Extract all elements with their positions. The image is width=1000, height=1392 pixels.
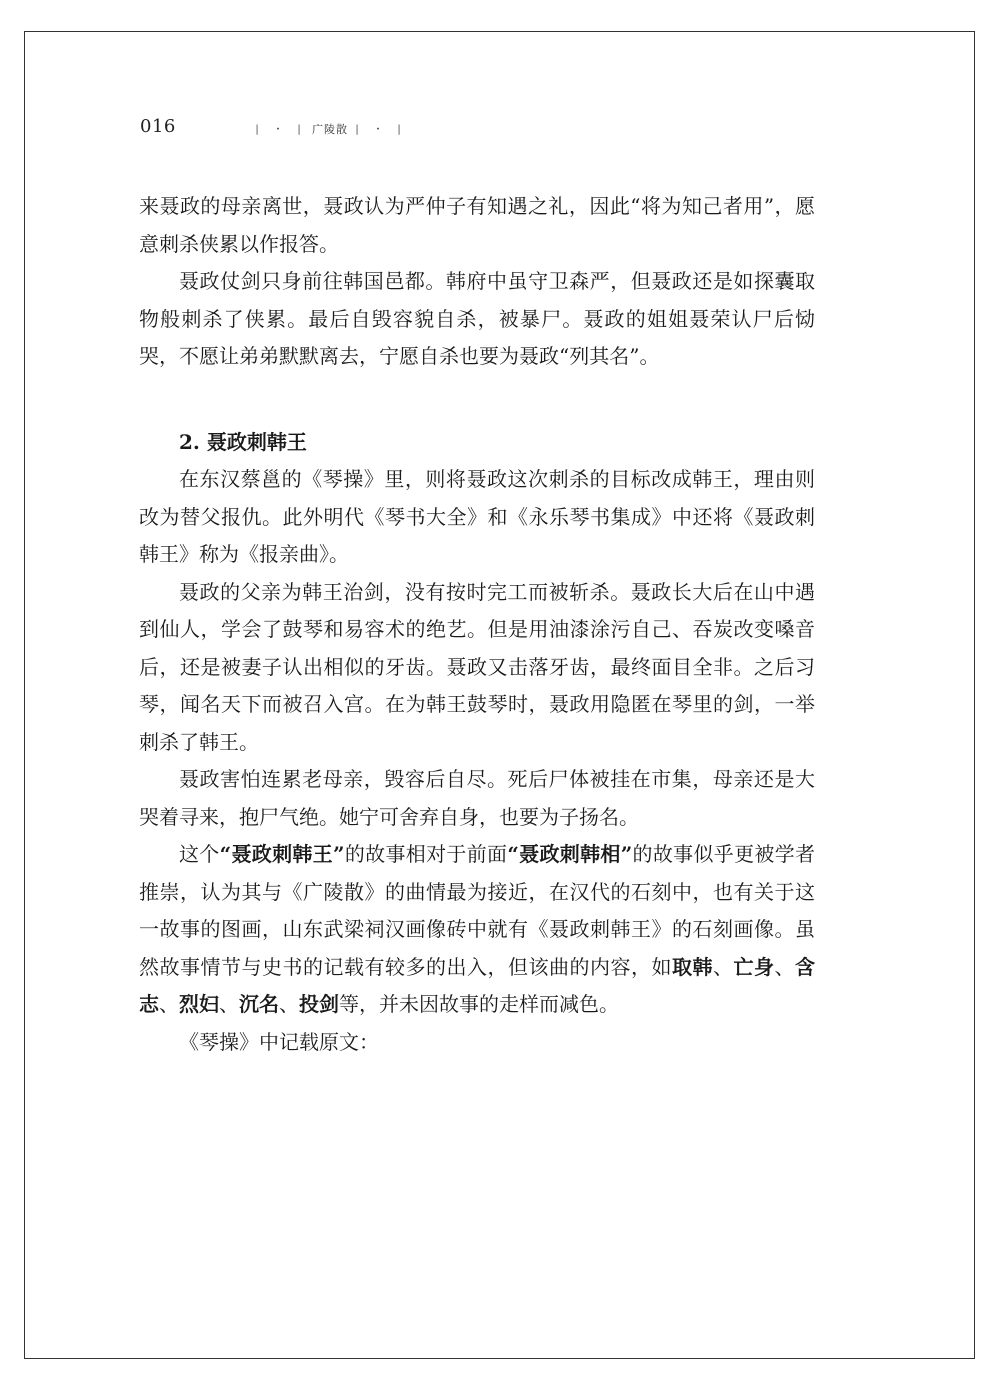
running-title: 广陵散	[312, 123, 348, 136]
p6-sep-2: 、	[774, 954, 795, 979]
p6-text-3: 的故事似乎更被学者推崇，认为其与《广陵散》的曲情最为接近，在汉代的石刻中，也有关于这一故事的图画，山东武梁祠汉画像砖中就有《聂政刺韩王》的石刻画像。虽然故事情节与史书的记载有较多的出入，但该曲的内容，如	[139, 842, 816, 979]
p6-bold-term-6: 投剑	[299, 992, 339, 1016]
section-heading: 2. 聂政刺韩王	[179, 429, 307, 454]
ornament-bar-inner-left: |	[297, 123, 301, 135]
ornament-dot-left: ·	[276, 123, 280, 135]
p6-bold-term-4: 烈妇	[179, 992, 219, 1016]
running-title-group	[250, 121, 406, 137]
p6-sep-5: 、	[279, 992, 299, 1016]
ornament-bar-left: |	[255, 123, 259, 135]
ornament-bar-right: |	[397, 123, 401, 135]
paragraph-5: 聂政害怕连累老母亲，毁容后自尽。死后尸体被挂在市集，母亲还是大哭着寻来，抱尸气绝。她宁可舍弃自身，也要为子扬名。	[139, 767, 815, 829]
paragraph-2: 聂政仗剑只身前往韩国邑都。韩府中虽守卫森严，但聂政还是如探囊取物般刺杀了侠累。最后自毁容貌自杀，被暴尸。聂政的姐姐聂荣认尸后恸哭，不愿让弟弟默默离去，宁愿自杀也要为聂政“列其名”。	[139, 269, 815, 368]
paragraph-7: 《琴操》中记载原文：	[179, 1029, 379, 1054]
p6-bold-term-3: 含志	[139, 954, 815, 1016]
ornament-dot-right: ·	[376, 123, 380, 135]
p6-text-2: 的故事相对于前面	[344, 842, 508, 866]
p6-bold-title-2: “聂政刺韩相”	[507, 842, 633, 866]
paragraph-6	[139, 836, 815, 1024]
p6-text-4: 等，并未因故事的走样而减色。	[339, 992, 619, 1016]
paragraph-1: 来聂政的母亲离世，聂政认为严仲子有知遇之礼，因此“将为知己者用”，愿意刺杀侠累以作报答。	[139, 194, 815, 256]
p6-sep-4: 、	[219, 992, 239, 1016]
p6-sep-1: 、	[713, 954, 734, 979]
p6-bold-term-2: 亡身	[733, 954, 775, 979]
p6-bold-title-1: “聂政刺韩王”	[219, 842, 345, 866]
p6-bold-term-5: 沉名	[239, 992, 279, 1016]
ornament-bar-inner-right: |	[355, 123, 359, 135]
paragraph-3: 在东汉蔡邕的《琴操》里，则将聂政这次刺杀的目标改成韩王，理由则改为替父报仇。此外明代《琴书大全》和《永乐琴书集成》中还将《聂政刺韩王》称为《报亲曲》。	[139, 467, 815, 566]
p6-sep-3: 、	[159, 992, 179, 1016]
body-text	[139, 188, 815, 1061]
running-header	[140, 116, 820, 140]
p6-bold-term-1: 取韩	[672, 954, 713, 979]
paragraph-4: 聂政的父亲为韩王治剑，没有按时完工而被斩杀。聂政长大后在山中遇到仙人，学会了鼓琴和易容术的绝艺。但是用油漆涂污自己、吞炭改变嗓音后，还是被妻子认出相似的牙齿。聂政又击落牙齿，最终面目全非。之后习琴，闻名天下而被召入宫。在为韩王鼓琴时，聂政用隐匿在琴里的剑，一举刺杀了韩王。	[139, 579, 815, 754]
p6-text-1: 这个	[179, 842, 220, 866]
page-number: 016	[140, 116, 176, 137]
